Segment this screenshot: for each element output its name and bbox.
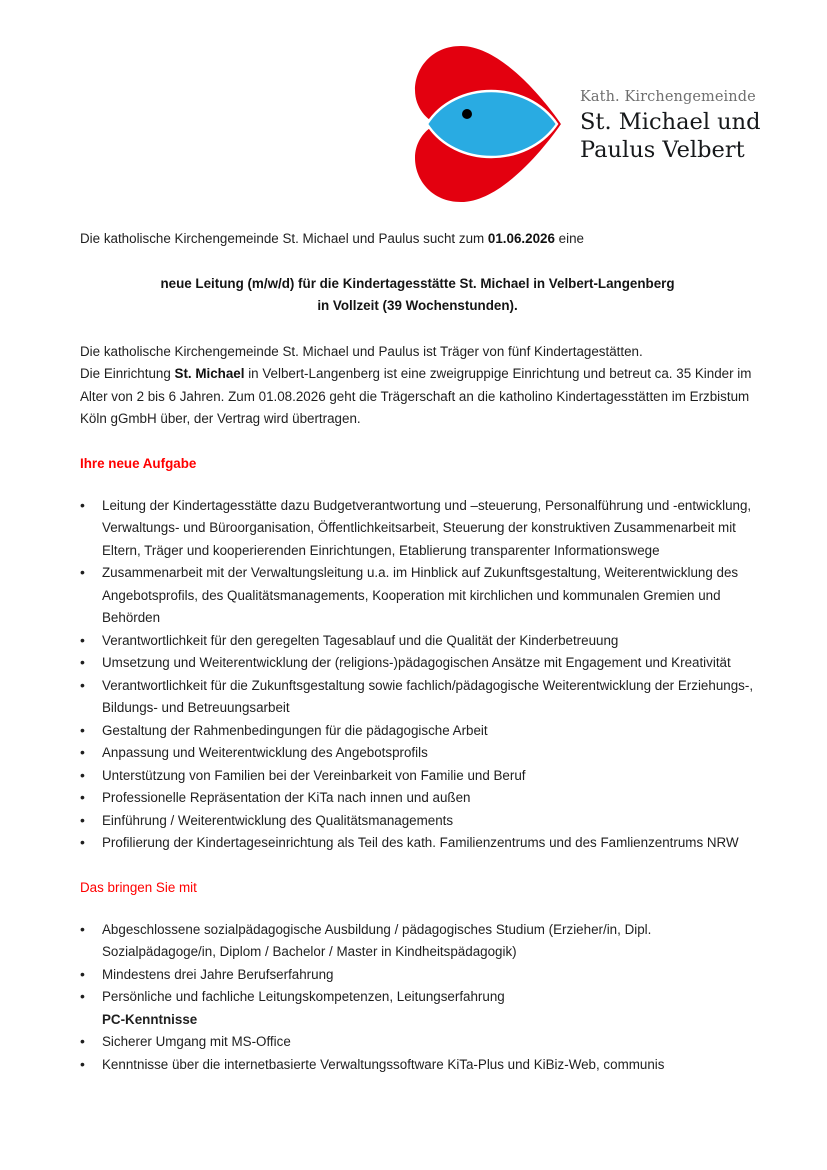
intro-text-after: eine bbox=[554, 231, 584, 246]
list-item: • Anpassung und Weiterentwicklung des Angebotsprofils bbox=[80, 742, 755, 765]
intro-sentence bbox=[80, 228, 755, 251]
facility-name: St. Michael bbox=[174, 366, 245, 381]
list-item: • Leitung der Kindertagesstätte dazu Budgetverantwortung und –steuerung, Personalführung und -entwicklung, Verwaltungs- und Büroorganisation, Öffentlichkeitsarbeit, Steuerung der konstruktiven Zusammenarbeit mit Eltern, Träger und kooperierenden Einrichtungen, Etablierung transparenter Informationswege bbox=[80, 495, 755, 563]
logo-name-line-2: Paulus Velbert bbox=[580, 137, 745, 164]
list-item: • Kenntnisse über die internetbasierte Verwaltungssoftware KiTa-Plus und KiBiz-Web, communis bbox=[80, 1054, 755, 1077]
list-item: • Verantwortlichkeit für den geregelten Tagesablauf und die Qualität der Kinderbetreuung bbox=[80, 630, 755, 653]
section-heading-tasks: Ihre neue Aufgabe bbox=[80, 455, 197, 471]
org-paragraph-after: in Velbert-Langenberg ist eine zweigruppige Einrichtung und betreut ca. 35 Kinder im Alter von 2 bis 6 Jahren. Zum 01.08.2026 geht die Trägerschaft an die katholino Kindertagesstätten im Erzbistum Köln gGmbH über, der Vertrag wird übertragen. bbox=[80, 366, 752, 426]
org-paragraph-line-1: Die katholische Kirchengemeinde St. Michael und Paulus ist Träger von fünf Kindertagestätten. bbox=[80, 343, 643, 359]
logo-kicker: Kath. Kirchengemeinde bbox=[580, 89, 756, 105]
section-heading-requirements: Das bringen Sie mit bbox=[80, 879, 197, 895]
list-item: • Sicherer Umgang mit MS-Office bbox=[80, 1031, 755, 1054]
list-item: • Unterstützung von Familien bei der Vereinbarkeit von Familie und Beruf bbox=[80, 765, 755, 788]
list-item: • Gestaltung der Rahmenbedingungen für die pädagogische Arbeit bbox=[80, 720, 755, 743]
start-date: 01.06.2026 bbox=[487, 231, 555, 246]
list-item: • Zusammenarbeit mit der Verwaltungsleitung u.a. im Hinblick auf Zukunftsgestaltung, Weiterentwicklung des Angebotsprofils, des Qualitätsmanagements, Kooperation mit kirchlichen und kommunalen Gremien und Behörden bbox=[80, 562, 755, 630]
job-title-line-1: neue Leitung (m/w/d) für die Kindertagesstätte St. Michael in Velbert-Langenberg bbox=[160, 275, 675, 291]
list-item: • Abgeschlossene sozialpädagogische Ausbildung / pädagogisches Studium (Erzieher/in, Dipl. Sozialpädagoge/in, Diplom / Bachelor / Master in Kindheitspädagogik) bbox=[80, 919, 755, 964]
parish-logo-icon bbox=[409, 44, 577, 204]
job-title-block bbox=[80, 273, 755, 317]
org-paragraph-before: Die Einrichtung bbox=[80, 366, 175, 381]
document-body bbox=[80, 228, 755, 1076]
org-paragraph-line-2 bbox=[80, 363, 755, 431]
list-item: • Persönliche und fachliche Leitungskompetenzen, Leitungserfahrung bbox=[80, 986, 755, 1009]
list-item: • Verantwortlichkeit für die Zukunftsgestaltung sowie fachlich/pädagogische Weiterentwicklung der Erziehungs-, Bildungs- und Betreuungsarbeit bbox=[80, 675, 755, 720]
requirements-list bbox=[80, 919, 755, 1077]
list-item: • Einführung / Weiterentwicklung des Qualitätsmanagements bbox=[80, 810, 755, 833]
list-item: • Mindestens drei Jahre Berufserfahrung bbox=[80, 964, 755, 987]
tasks-list bbox=[80, 495, 755, 855]
list-item: • Professionelle Repräsentation der KiTa nach innen und außen bbox=[80, 787, 755, 810]
list-item: • Profilierung der Kindertageseinrichtung als Teil des kath. Familienzentrums und des Famlienzentrums NRW bbox=[80, 832, 755, 855]
document-header bbox=[0, 44, 827, 204]
job-title-line-2: in Vollzeit (39 Wochenstunden). bbox=[317, 297, 518, 313]
list-item: • Umsetzung und Weiterentwicklung der (religions-)pädagogischen Ansätze mit Engagement und Kreativität bbox=[80, 652, 755, 675]
logo-wordmark bbox=[580, 88, 810, 165]
list-item: PC-Kenntnisse bbox=[102, 1011, 198, 1027]
intro-text-before: Die katholische Kirchengemeinde St. Michael und Paulus sucht zum bbox=[80, 231, 488, 246]
logo-name-line-1: St. Michael und bbox=[580, 109, 761, 136]
